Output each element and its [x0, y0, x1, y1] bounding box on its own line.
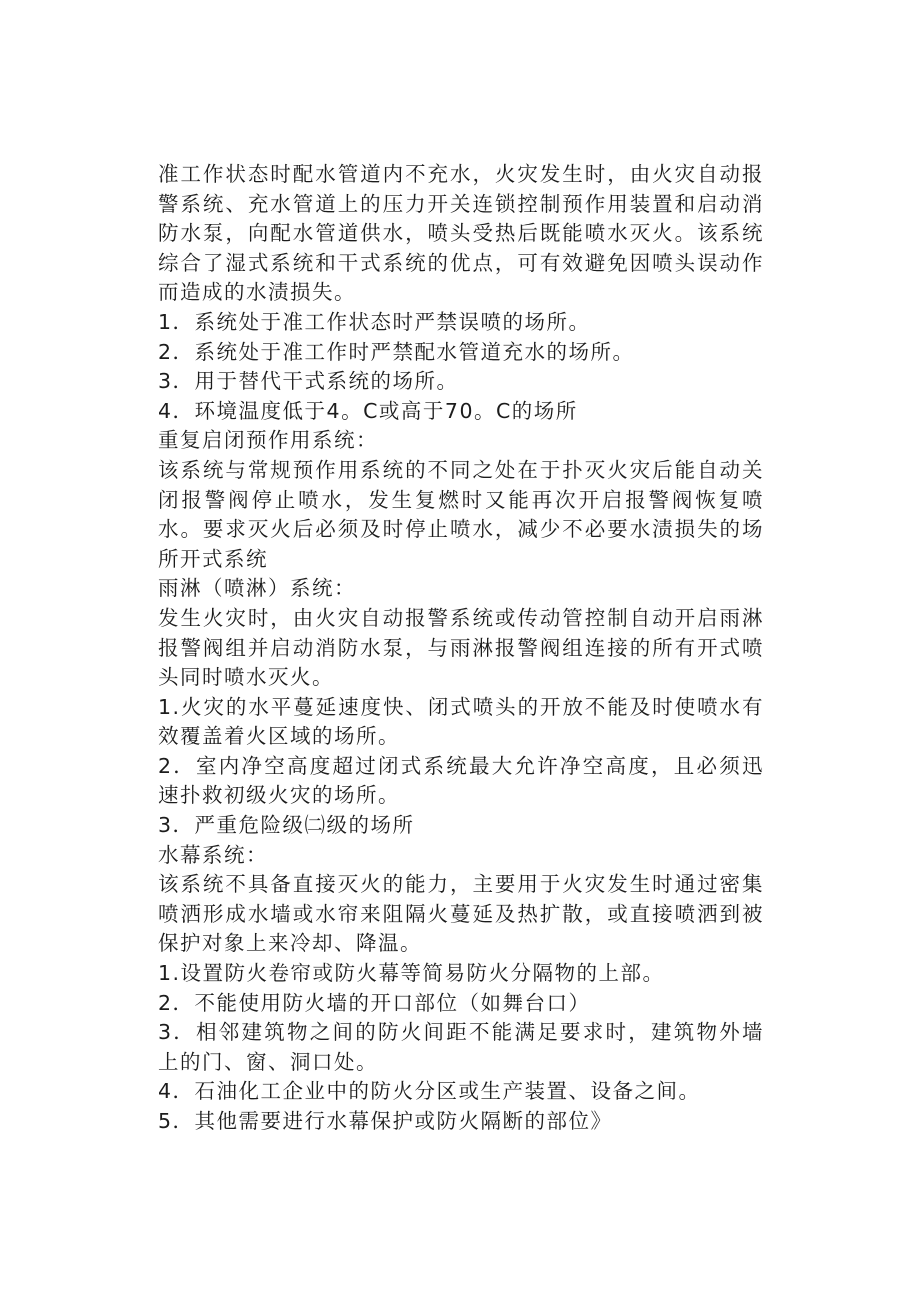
section-heading: 重复启闭预作用系统：	[158, 428, 378, 453]
list-item: 4．石油化工企业中的防火分区或生产装置、设备之间。	[158, 1079, 701, 1104]
document-body	[158, 160, 764, 1137]
list-item: 2．系统处于准工作时严禁配水管道充水的场所。	[158, 339, 635, 364]
list-item: 2．室内净空高度超过闭式系统最大允许净空高度，且必须迅速扑救初级火灾的场所。	[158, 753, 764, 808]
list-item: 1.设置防火卷帘或防火幕等简易防火分隔物的上部。	[158, 961, 665, 986]
paragraph: 该系统不具备直接灭火的能力，主要用于火灾发生时通过密集喷洒形成水墙或水帘来阻隔火蔓延及热扩散，或直接喷洒到被保护对象上来冷却、降温。	[158, 872, 764, 956]
paragraph-preaction-description: 准工作状态时配水管道内不充水，火灾发生时，由火灾自动报警系统、充水管道上的压力开关连锁控制预作用装置和启动消防水泵，向配水管道供水，喷头受热后既能喷水灭火。该系统综合了湿式系统和干式系统的优点，可有效避免因喷头误动作而造成的水渍损失。	[158, 162, 764, 305]
list-item: 4．环境温度低于4。C或高于70。C的场所	[158, 398, 578, 423]
list-item: 3．相邻建筑物之间的防火间距不能满足要求时，建筑物外墙上的门、窗、洞口处。	[158, 1020, 764, 1074]
paragraph: 发生火灾时，由火灾自动报警系统或传动管控制自动开启雨淋报警阀组并启动消防水泵，与雨淋报警阀组连接的所有开式喷头同时喷水灭火。	[158, 605, 764, 690]
list-item: 3．用于替代干式系统的场所。	[158, 369, 459, 394]
section-heading: 水幕系统：	[158, 842, 268, 867]
list-item: 5．其他需要进行水幕保护或防火隔断的部位》	[158, 1109, 613, 1133]
section-heading: 雨淋（喷淋）系统：	[158, 576, 356, 601]
list-item: 2．不能使用防火墙的开口部位（如舞台口）	[158, 990, 591, 1015]
paragraph: 该系统与常规预作用系统的不同之处在于扑灭火灾后能自动关闭报警阀停止喷水，发生复燃时又能再次开启报警阀恢复喷水。要求灭火后必须及时停止喷水，减少不必要水渍损失的场所开式系统	[158, 457, 764, 571]
list-item: 1．系统处于准工作状态时严禁误喷的场所。	[158, 309, 591, 334]
list-item: 3．严重危险级㈡级的场所	[158, 813, 415, 838]
list-item: 1.火灾的水平蔓延速度快、闭式喷头的开放不能及时使喷水有效覆盖着火区域的场所。	[158, 694, 764, 749]
